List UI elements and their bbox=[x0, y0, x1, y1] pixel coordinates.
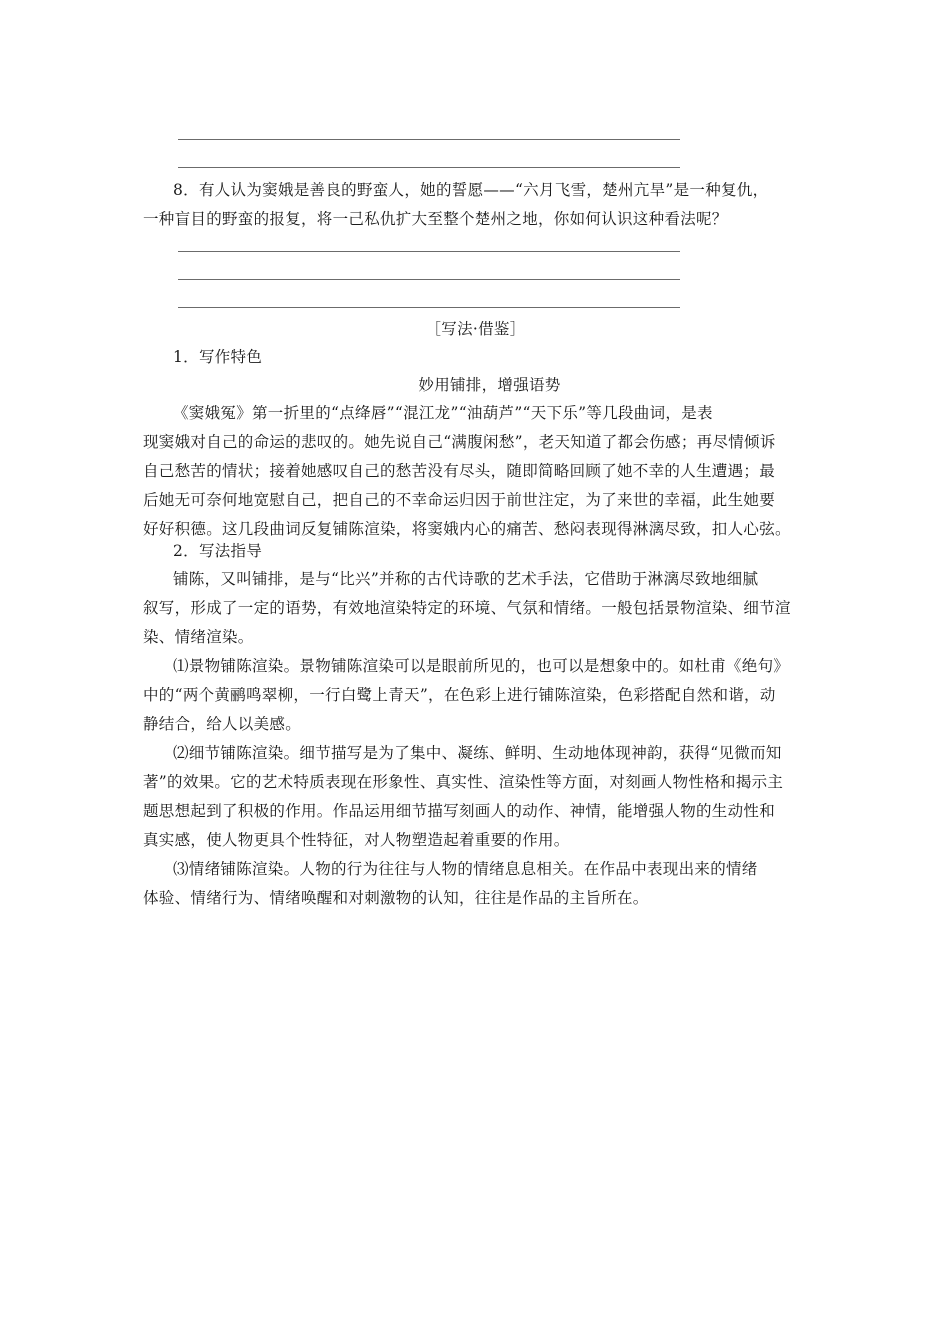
paragraph-line: 体验、情绪行为、情绪唤醒和对刺激物的认知，往往是作品的主旨所在。 bbox=[143, 889, 649, 907]
paragraph-line: ⑵细节铺陈渲染。细节描写是为了集中、凝练、鲜明、生动地体现神韵，获得“见微而知 bbox=[173, 744, 782, 762]
paragraph-line: 真实感，使人物更具个性特征，对人物塑造起着重要的作用。 bbox=[143, 831, 570, 849]
part1-heading: 1．写作特色 bbox=[173, 348, 263, 366]
part2-heading: 2．写法指导 bbox=[173, 542, 263, 560]
paragraph-line: 中的“两个黄鹂鸣翠柳，一行白鹭上青天”，在色彩上进行铺陈渲染，色彩搭配自然和谐，动 bbox=[143, 686, 776, 704]
paragraph-line: 著”的效果。它的艺术特质表现在形象性、真实性、渲染性等方面，对刻画人物性格和揭示主 bbox=[143, 773, 784, 791]
paragraph-line: 自己愁苦的情状；接着她感叹自己的愁苦没有尽头，随即简略回顾了她不幸的人生遭遇；最 bbox=[143, 462, 776, 480]
paragraph-line: 好好积德。这几段曲词反复铺陈渲染，将窦娥内心的痛苦、愁闷表现得淋漓尽致，扣人心弦。 bbox=[143, 520, 791, 538]
paragraph-line: 铺陈，又叫铺排，是与“比兴”并称的古代诗歌的艺术手法，它借助于淋漓尽致地细腻 bbox=[173, 570, 759, 588]
question-8-line: 一种盲目的野蛮的报复，将一己私仇扩大至整个楚州之地，你如何认识这种看法呢？ bbox=[143, 210, 728, 228]
paragraph-line: 现窦娥对自己的命运的悲叹的。她先说自己“满腹闲愁”，老天知道了都会伤感；再尽情倾诉 bbox=[143, 433, 776, 451]
answer-line bbox=[178, 307, 680, 308]
paragraph-line: 叙写，形成了一定的语势，有效地渲染特定的环境、气氛和情绪。一般包括景物渲染、细节渲 bbox=[143, 599, 791, 617]
paragraph-line: ⑴景物铺陈渲染。景物铺陈渲染可以是眼前所见的，也可以是想象中的。如杜甫《绝句》 bbox=[173, 657, 790, 675]
paragraph-line: ⑶情绪铺陈渲染。人物的行为往往与人物的情绪息息相关。在作品中表现出来的情绪 bbox=[173, 860, 758, 878]
paragraph-line: 后她无可奈何地宽慰自己，把自己的不幸命运归因于前世注定，为了来世的幸福，此生她要 bbox=[143, 491, 776, 509]
question-8-line: 8．有人认为窦娥是善良的野蛮人，她的誓愿——“六月飞雪，楚州亢旱”是一种复仇， bbox=[173, 181, 769, 199]
part1-subtitle: 妙用铺排，增强语势 bbox=[418, 376, 561, 394]
answer-line bbox=[178, 279, 680, 280]
answer-line bbox=[178, 139, 680, 140]
paragraph-line: 静结合，给人以美感。 bbox=[143, 715, 302, 733]
section-title: ［写法·借鉴］ bbox=[425, 320, 526, 338]
answer-line bbox=[178, 167, 680, 168]
paragraph-line: 题思想起到了积极的作用。作品运用细节描写刻画人的动作、神情，能增强人物的生动性和 bbox=[143, 802, 776, 820]
answer-line bbox=[178, 251, 680, 252]
paragraph-line: 染、情绪渲染。 bbox=[143, 628, 254, 646]
paragraph-line: 《窦娥冤》第一折里的“点绛唇”“混江龙”“油葫芦”“天下乐”等几段曲词，是表 bbox=[173, 404, 713, 422]
